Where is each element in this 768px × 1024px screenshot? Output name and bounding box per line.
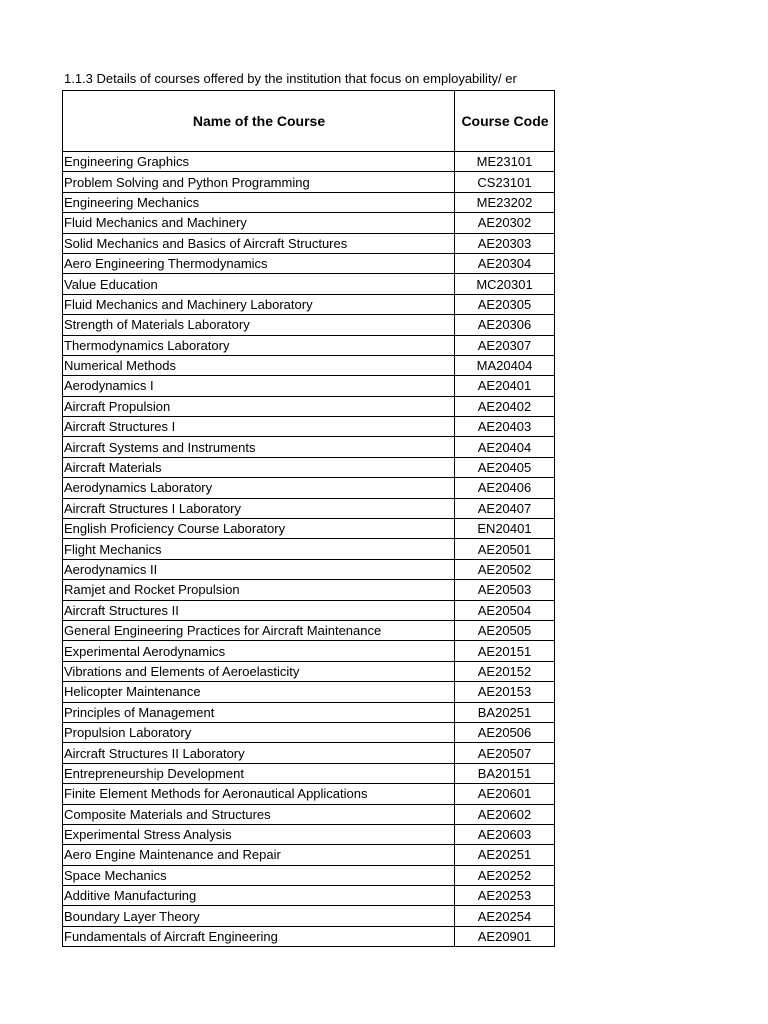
- course-code-cell: AE20601: [455, 784, 555, 804]
- course-name-cell: Aero Engineering Thermodynamics: [63, 253, 455, 273]
- course-code-cell: ME23202: [455, 192, 555, 212]
- course-name-cell: Strength of Materials Laboratory: [63, 315, 455, 335]
- course-code-cell: AE20401: [455, 376, 555, 396]
- course-name-cell: Fundamentals of Aircraft Engineering: [63, 926, 455, 946]
- course-code-cell: AE20504: [455, 600, 555, 620]
- table-body: [63, 152, 555, 947]
- course-code-cell: AE20405: [455, 457, 555, 477]
- header-course-code: Course Code: [455, 91, 555, 152]
- course-code-cell: MA20404: [455, 355, 555, 375]
- course-name-cell: Engineering Graphics: [63, 152, 455, 172]
- course-name-cell: Aircraft Systems and Instruments: [63, 437, 455, 457]
- course-code-cell: AE20602: [455, 804, 555, 824]
- table-row: [63, 845, 555, 865]
- course-code-cell: AE20252: [455, 865, 555, 885]
- course-name-cell: Aircraft Structures II Laboratory: [63, 743, 455, 763]
- course-name-cell: Aircraft Structures I Laboratory: [63, 498, 455, 518]
- course-name-cell: Aircraft Materials: [63, 457, 455, 477]
- course-name-cell: Aircraft Propulsion: [63, 396, 455, 416]
- course-name-cell: Aircraft Structures II: [63, 600, 455, 620]
- course-name-cell: Aero Engine Maintenance and Repair: [63, 845, 455, 865]
- course-name-cell: Finite Element Methods for Aeronautical Applications: [63, 784, 455, 804]
- course-name-cell: Boundary Layer Theory: [63, 906, 455, 926]
- course-code-cell: BA20251: [455, 702, 555, 722]
- course-code-cell: AE20407: [455, 498, 555, 518]
- table-row: [63, 886, 555, 906]
- course-name-cell: Aerodynamics II: [63, 559, 455, 579]
- table-row: [63, 682, 555, 702]
- course-name-cell: Problem Solving and Python Programming: [63, 172, 455, 192]
- table-row: [63, 620, 555, 640]
- table-row: [63, 559, 555, 579]
- table-row: [63, 906, 555, 926]
- table-row: [63, 355, 555, 375]
- table-row: [63, 294, 555, 314]
- course-name-cell: Propulsion Laboratory: [63, 722, 455, 742]
- course-code-cell: AE20303: [455, 233, 555, 253]
- course-code-cell: AE20306: [455, 315, 555, 335]
- course-name-cell: English Proficiency Course Laboratory: [63, 519, 455, 539]
- course-code-cell: AE20603: [455, 824, 555, 844]
- table-row: [63, 641, 555, 661]
- course-name-cell: Entrepreneurship Development: [63, 763, 455, 783]
- table-header-row: [63, 91, 555, 152]
- course-name-cell: Thermodynamics Laboratory: [63, 335, 455, 355]
- course-code-cell: AE20151: [455, 641, 555, 661]
- table-row: [63, 437, 555, 457]
- table-row: [63, 661, 555, 681]
- table-row: [63, 417, 555, 437]
- table-row: [63, 192, 555, 212]
- table-row: [63, 600, 555, 620]
- course-name-cell: Space Mechanics: [63, 865, 455, 885]
- course-code-cell: AE20501: [455, 539, 555, 559]
- course-name-cell: Helicopter Maintenance: [63, 682, 455, 702]
- table-row: [63, 376, 555, 396]
- course-code-cell: AE20506: [455, 722, 555, 742]
- table-row: [63, 722, 555, 742]
- course-code-cell: BA20151: [455, 763, 555, 783]
- course-code-cell: AE20403: [455, 417, 555, 437]
- course-code-cell: CS23101: [455, 172, 555, 192]
- table-row: [63, 213, 555, 233]
- table-row: [63, 865, 555, 885]
- course-code-cell: AE20402: [455, 396, 555, 416]
- course-code-cell: AE20254: [455, 906, 555, 926]
- table-row: [63, 519, 555, 539]
- header-course-name: Name of the Course: [63, 91, 455, 152]
- course-name-cell: Fluid Mechanics and Machinery: [63, 213, 455, 233]
- courses-table: [62, 90, 555, 947]
- course-code-cell: AE20307: [455, 335, 555, 355]
- table-row: [63, 926, 555, 946]
- table-row: [63, 743, 555, 763]
- course-name-cell: Flight Mechanics: [63, 539, 455, 559]
- table-row: [63, 498, 555, 518]
- course-name-cell: Additive Manufacturing: [63, 886, 455, 906]
- table-row: [63, 478, 555, 498]
- table-row: [63, 172, 555, 192]
- course-code-cell: AE20901: [455, 926, 555, 946]
- table-row: [63, 335, 555, 355]
- table-row: [63, 784, 555, 804]
- course-code-cell: AE20153: [455, 682, 555, 702]
- table-row: [63, 315, 555, 335]
- course-name-cell: Value Education: [63, 274, 455, 294]
- table-row: [63, 253, 555, 273]
- table-row: [63, 539, 555, 559]
- course-code-cell: AE20253: [455, 886, 555, 906]
- course-name-cell: Ramjet and Rocket Propulsion: [63, 580, 455, 600]
- table-row: [63, 152, 555, 172]
- course-name-cell: Experimental Stress Analysis: [63, 824, 455, 844]
- course-name-cell: Experimental Aerodynamics: [63, 641, 455, 661]
- course-code-cell: AE20302: [455, 213, 555, 233]
- course-name-cell: Solid Mechanics and Basics of Aircraft Structures: [63, 233, 455, 253]
- table-row: [63, 457, 555, 477]
- course-code-cell: AE20404: [455, 437, 555, 457]
- page-title: 1.1.3 Details of courses offered by the institution that focus on employability/ er: [64, 71, 517, 86]
- course-code-cell: AE20503: [455, 580, 555, 600]
- table-row: [63, 580, 555, 600]
- table-row: [63, 396, 555, 416]
- course-name-cell: Aerodynamics I: [63, 376, 455, 396]
- course-name-cell: Numerical Methods: [63, 355, 455, 375]
- course-name-cell: Principles of Management: [63, 702, 455, 722]
- course-name-cell: Vibrations and Elements of Aeroelasticity: [63, 661, 455, 681]
- table-row: [63, 233, 555, 253]
- course-name-cell: Engineering Mechanics: [63, 192, 455, 212]
- table-row: [63, 824, 555, 844]
- course-code-cell: ME23101: [455, 152, 555, 172]
- course-name-cell: General Engineering Practices for Aircraft Maintenance: [63, 620, 455, 640]
- course-code-cell: AE20251: [455, 845, 555, 865]
- course-code-cell: AE20505: [455, 620, 555, 640]
- table-row: [63, 274, 555, 294]
- course-code-cell: AE20502: [455, 559, 555, 579]
- course-code-cell: AE20152: [455, 661, 555, 681]
- course-name-cell: Composite Materials and Structures: [63, 804, 455, 824]
- table-row: [63, 702, 555, 722]
- table-row: [63, 804, 555, 824]
- course-name-cell: Aircraft Structures I: [63, 417, 455, 437]
- course-code-cell: AE20305: [455, 294, 555, 314]
- course-code-cell: AE20406: [455, 478, 555, 498]
- course-code-cell: AE20507: [455, 743, 555, 763]
- course-name-cell: Aerodynamics Laboratory: [63, 478, 455, 498]
- course-code-cell: EN20401: [455, 519, 555, 539]
- table-row: [63, 763, 555, 783]
- course-code-cell: MC20301: [455, 274, 555, 294]
- course-name-cell: Fluid Mechanics and Machinery Laboratory: [63, 294, 455, 314]
- course-code-cell: AE20304: [455, 253, 555, 273]
